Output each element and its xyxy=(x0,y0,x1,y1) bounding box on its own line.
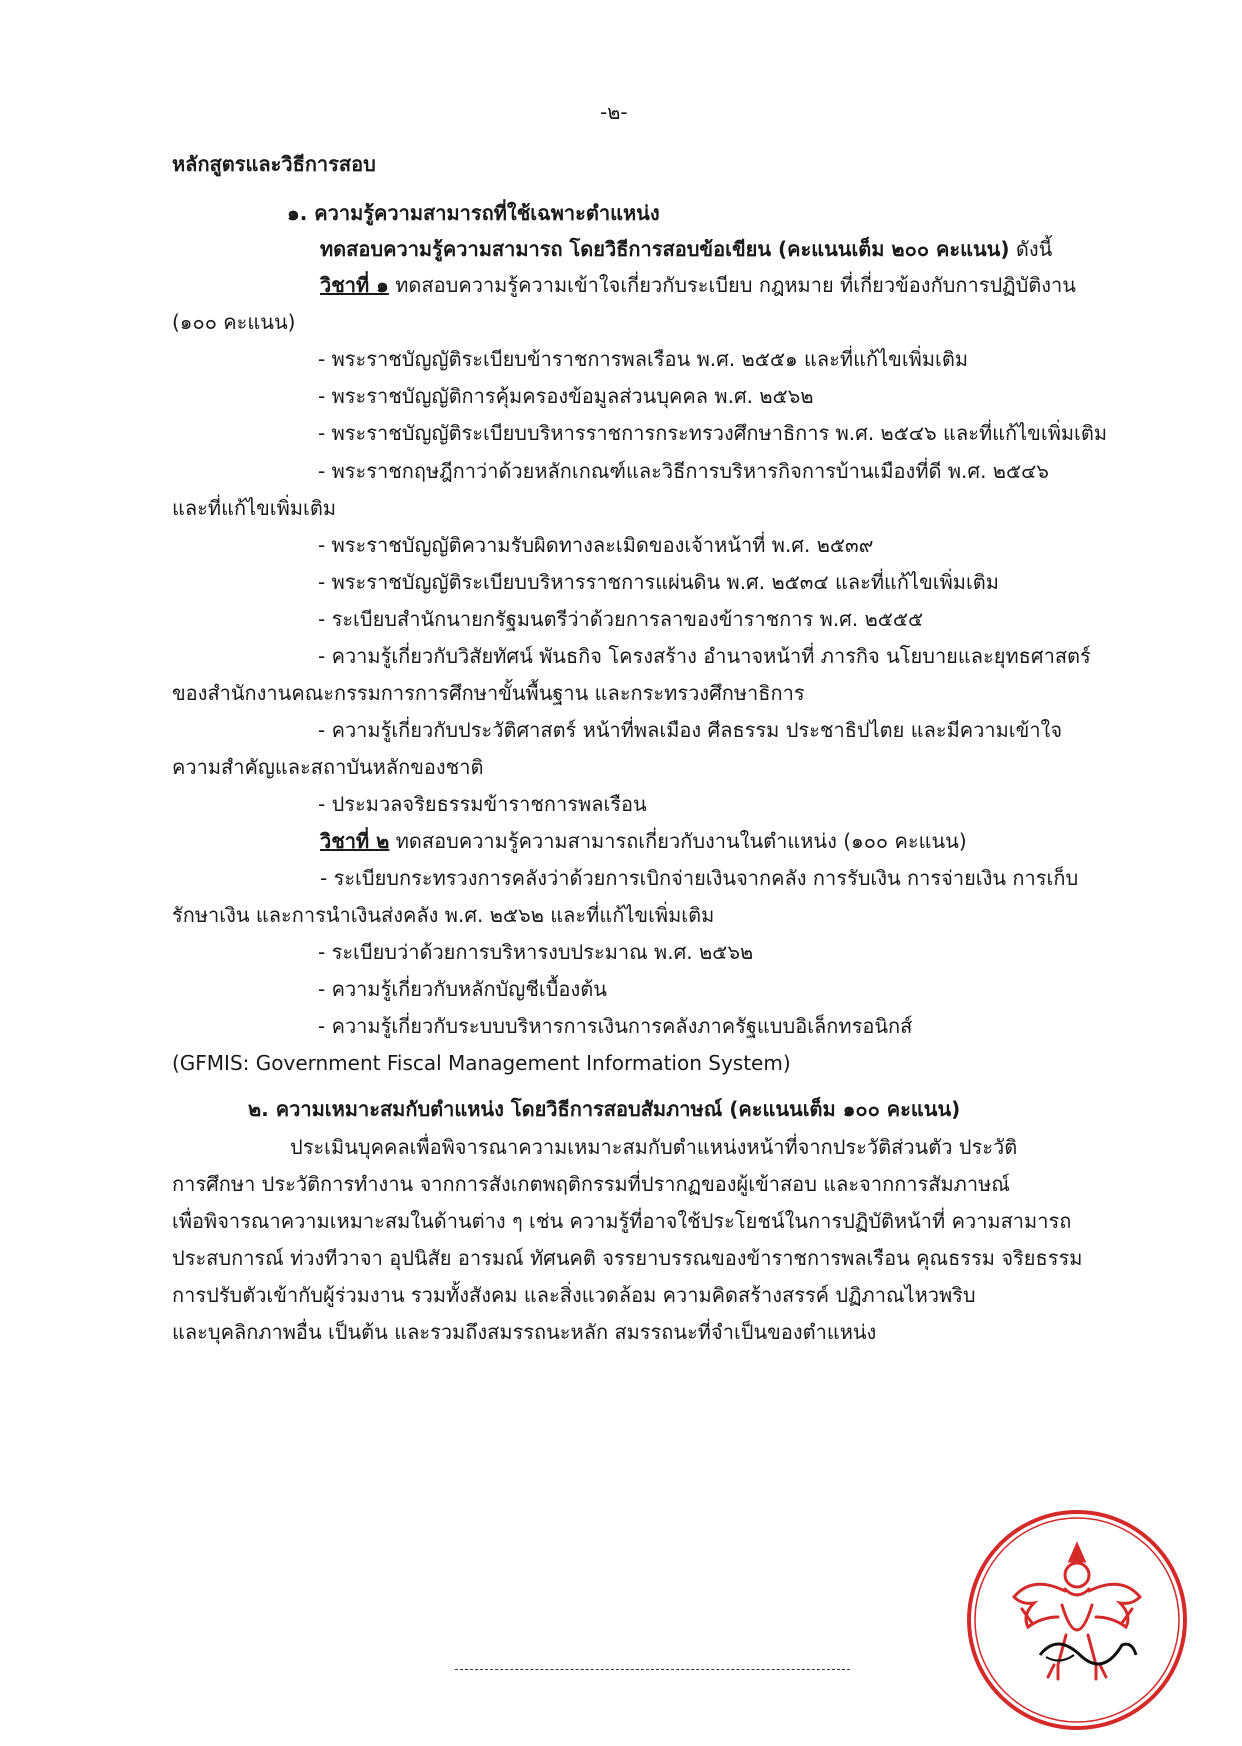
subject-2-text: ทดสอบความรู้ความสามารถเกี่ยวกับงานในตำแหน่ง (๑๐๐ คะแนน) xyxy=(389,829,967,853)
section-1-subtitle-suffix: ดังนี้ xyxy=(1009,237,1053,261)
list-item: - ระเบียบว่าด้วยการบริหารงบประมาณ พ.ศ. ๒๕๖๒ xyxy=(318,940,754,964)
end-divider xyxy=(455,1669,850,1670)
subject-1-label: วิชาที่ ๑ xyxy=(320,273,389,297)
list-item: - พระราชบัญญัติความรับผิดทางละเมิดของเจ้าหน้าที่ พ.ศ. ๒๕๓๙ xyxy=(318,533,874,557)
list-item: - พระราชบัญญัติระเบียบบริหารราชการกระทรวงศึกษาธิการ พ.ศ. ๒๕๔๖ และที่แก้ไขเพิ่มเติม xyxy=(318,421,1108,445)
subject-1-text: ทดสอบความรู้ความเข้าใจเกี่ยวกับระเบียบ กฎหมาย ที่เกี่ยวข้องกับการปฏิบัติงาน xyxy=(388,273,1076,297)
section-1-subtitle: ทดสอบความรู้ความสามารถ โดยวิธีการสอบข้อเขียน (คะแนนเต็ม ๒๐๐ คะแนน) xyxy=(320,237,1010,261)
document-heading: หลักสูตรและวิธีการสอบ xyxy=(172,152,376,176)
section-2-title: ๒. ความเหมาะสมกับตำแหน่ง โดยวิธีการสอบสัมภาษณ์ (คะแนนเต็ม ๑๐๐ คะแนน) xyxy=(248,1097,961,1121)
paragraph-line: เพื่อพิจารณาความเหมาะสมในด้านต่าง ๆ เช่น ความรู้ที่อาจใช้ประโยชน์ในการปฏิบัติหน้าที่ ความสามารถ xyxy=(172,1209,1072,1233)
list-item-continuation: ของสำนักงานคณะกรรมการการศึกษาขั้นพื้นฐาน และกระทรวงศึกษาธิการ xyxy=(172,681,805,705)
list-item: - พระราชบัญญัติระเบียบข้าราชการพลเรือน พ.ศ. ๒๕๕๑ และที่แก้ไขเพิ่มเติม xyxy=(318,347,969,371)
list-item: - ความรู้เกี่ยวกับระบบบริหารการเงินการคลังภาครัฐแบบอิเล็กทรอนิกส์ xyxy=(318,1014,913,1038)
official-seal-stamp xyxy=(962,1505,1192,1735)
list-item-continuation: (GFMIS: Government Fiscal Management Information System) xyxy=(172,1051,791,1075)
section-1-subtitle-line xyxy=(320,235,1052,263)
section-1-title: ๑. ความรู้ความสามารถที่ใช้เฉพาะตำแหน่ง xyxy=(287,201,660,225)
paragraph-line: ประเมินบุคคลเพื่อพิจารณาความเหมาะสมกับตำแหน่งหน้าที่จากประวัติส่วนตัว ประวัติ xyxy=(290,1135,1018,1159)
list-item: - ประมวลจริยธรรมข้าราชการพลเรือน xyxy=(318,792,647,816)
list-item: - ความรู้เกี่ยวกับวิสัยทัศน์ พันธกิจ โครงสร้าง อำนาจหน้าที่ ภารกิจ นโยบายและยุทธศาสตร์ xyxy=(318,644,1091,668)
subject-2-label: วิชาที่ ๒ xyxy=(320,829,390,853)
list-item: - ระเบียบสำนักนายกรัฐมนตรีว่าด้วยการลาของข้าราชการ พ.ศ. ๒๕๕๕ xyxy=(318,607,924,631)
list-item: - พระราชบัญญัติระเบียบบริหารราชการแผ่นดิน พ.ศ. ๒๕๓๔ และที่แก้ไขเพิ่มเติม xyxy=(318,570,999,594)
list-item-continuation: ความสำคัญและสถาบันหลักของชาติ xyxy=(172,755,484,779)
paragraph-line: การศึกษา ประวัติการทำงาน จากการสังเกตพฤติกรรมที่ปรากฏของผู้เข้าสอบ และจากการสัมภาษณ์ xyxy=(172,1172,1010,1196)
paragraph-line: ประสบการณ์ ท่วงทีวาจา อุปนิสัย อารมณ์ ทัศนคติ จรรยาบรรณของข้าราชการพลเรือน คุณธรรม จริยธรรม xyxy=(172,1246,1083,1270)
page-number: -๒- xyxy=(600,100,628,124)
list-item: - ความรู้เกี่ยวกับประวัติศาสตร์ หน้าที่พลเมือง ศีลธรรม ประชาธิปไตย และมีความเข้าใจ xyxy=(318,718,1063,742)
list-item: - ระเบียบกระทรวงการคลังว่าด้วยการเบิกจ่ายเงินจากคลัง การรับเงิน การจ่ายเงิน การเก็บ xyxy=(320,866,1079,890)
paragraph-line: และบุคลิกภาพอื่น เป็นต้น และรวมถึงสมรรถนะหลัก สมรรถนะที่จำเป็นของตำแหน่ง xyxy=(172,1320,877,1344)
subject-1-continuation: (๑๐๐ คะแนน) xyxy=(172,310,296,334)
list-item-continuation: รักษาเงิน และการนำเงินส่งคลัง พ.ศ. ๒๕๖๒ และที่แก้ไขเพิ่มเติม xyxy=(172,903,715,927)
list-item: - พระราชบัญญัติการคุ้มครองข้อมูลส่วนบุคคล พ.ศ. ๒๕๖๒ xyxy=(318,384,814,408)
list-item: - พระราชกฤษฎีกาว่าด้วยหลักเกณฑ์และวิธีการบริหารกิจการบ้านเมืองที่ดี พ.ศ. ๒๕๔๖ xyxy=(318,459,1049,483)
list-item-continuation: และที่แก้ไขเพิ่มเติม xyxy=(172,496,337,520)
subject-1-line xyxy=(320,271,1076,299)
list-item: - ความรู้เกี่ยวกับหลักบัญชีเบื้องต้น xyxy=(318,977,607,1001)
paragraph-line: การปรับตัวเข้ากับผู้ร่วมงาน รวมทั้งสังคม และสิ่งแวดล้อม ความคิดสร้างสรรค์ ปฏิภาณไหวพริบ xyxy=(172,1283,976,1307)
subject-2-line xyxy=(320,827,967,855)
